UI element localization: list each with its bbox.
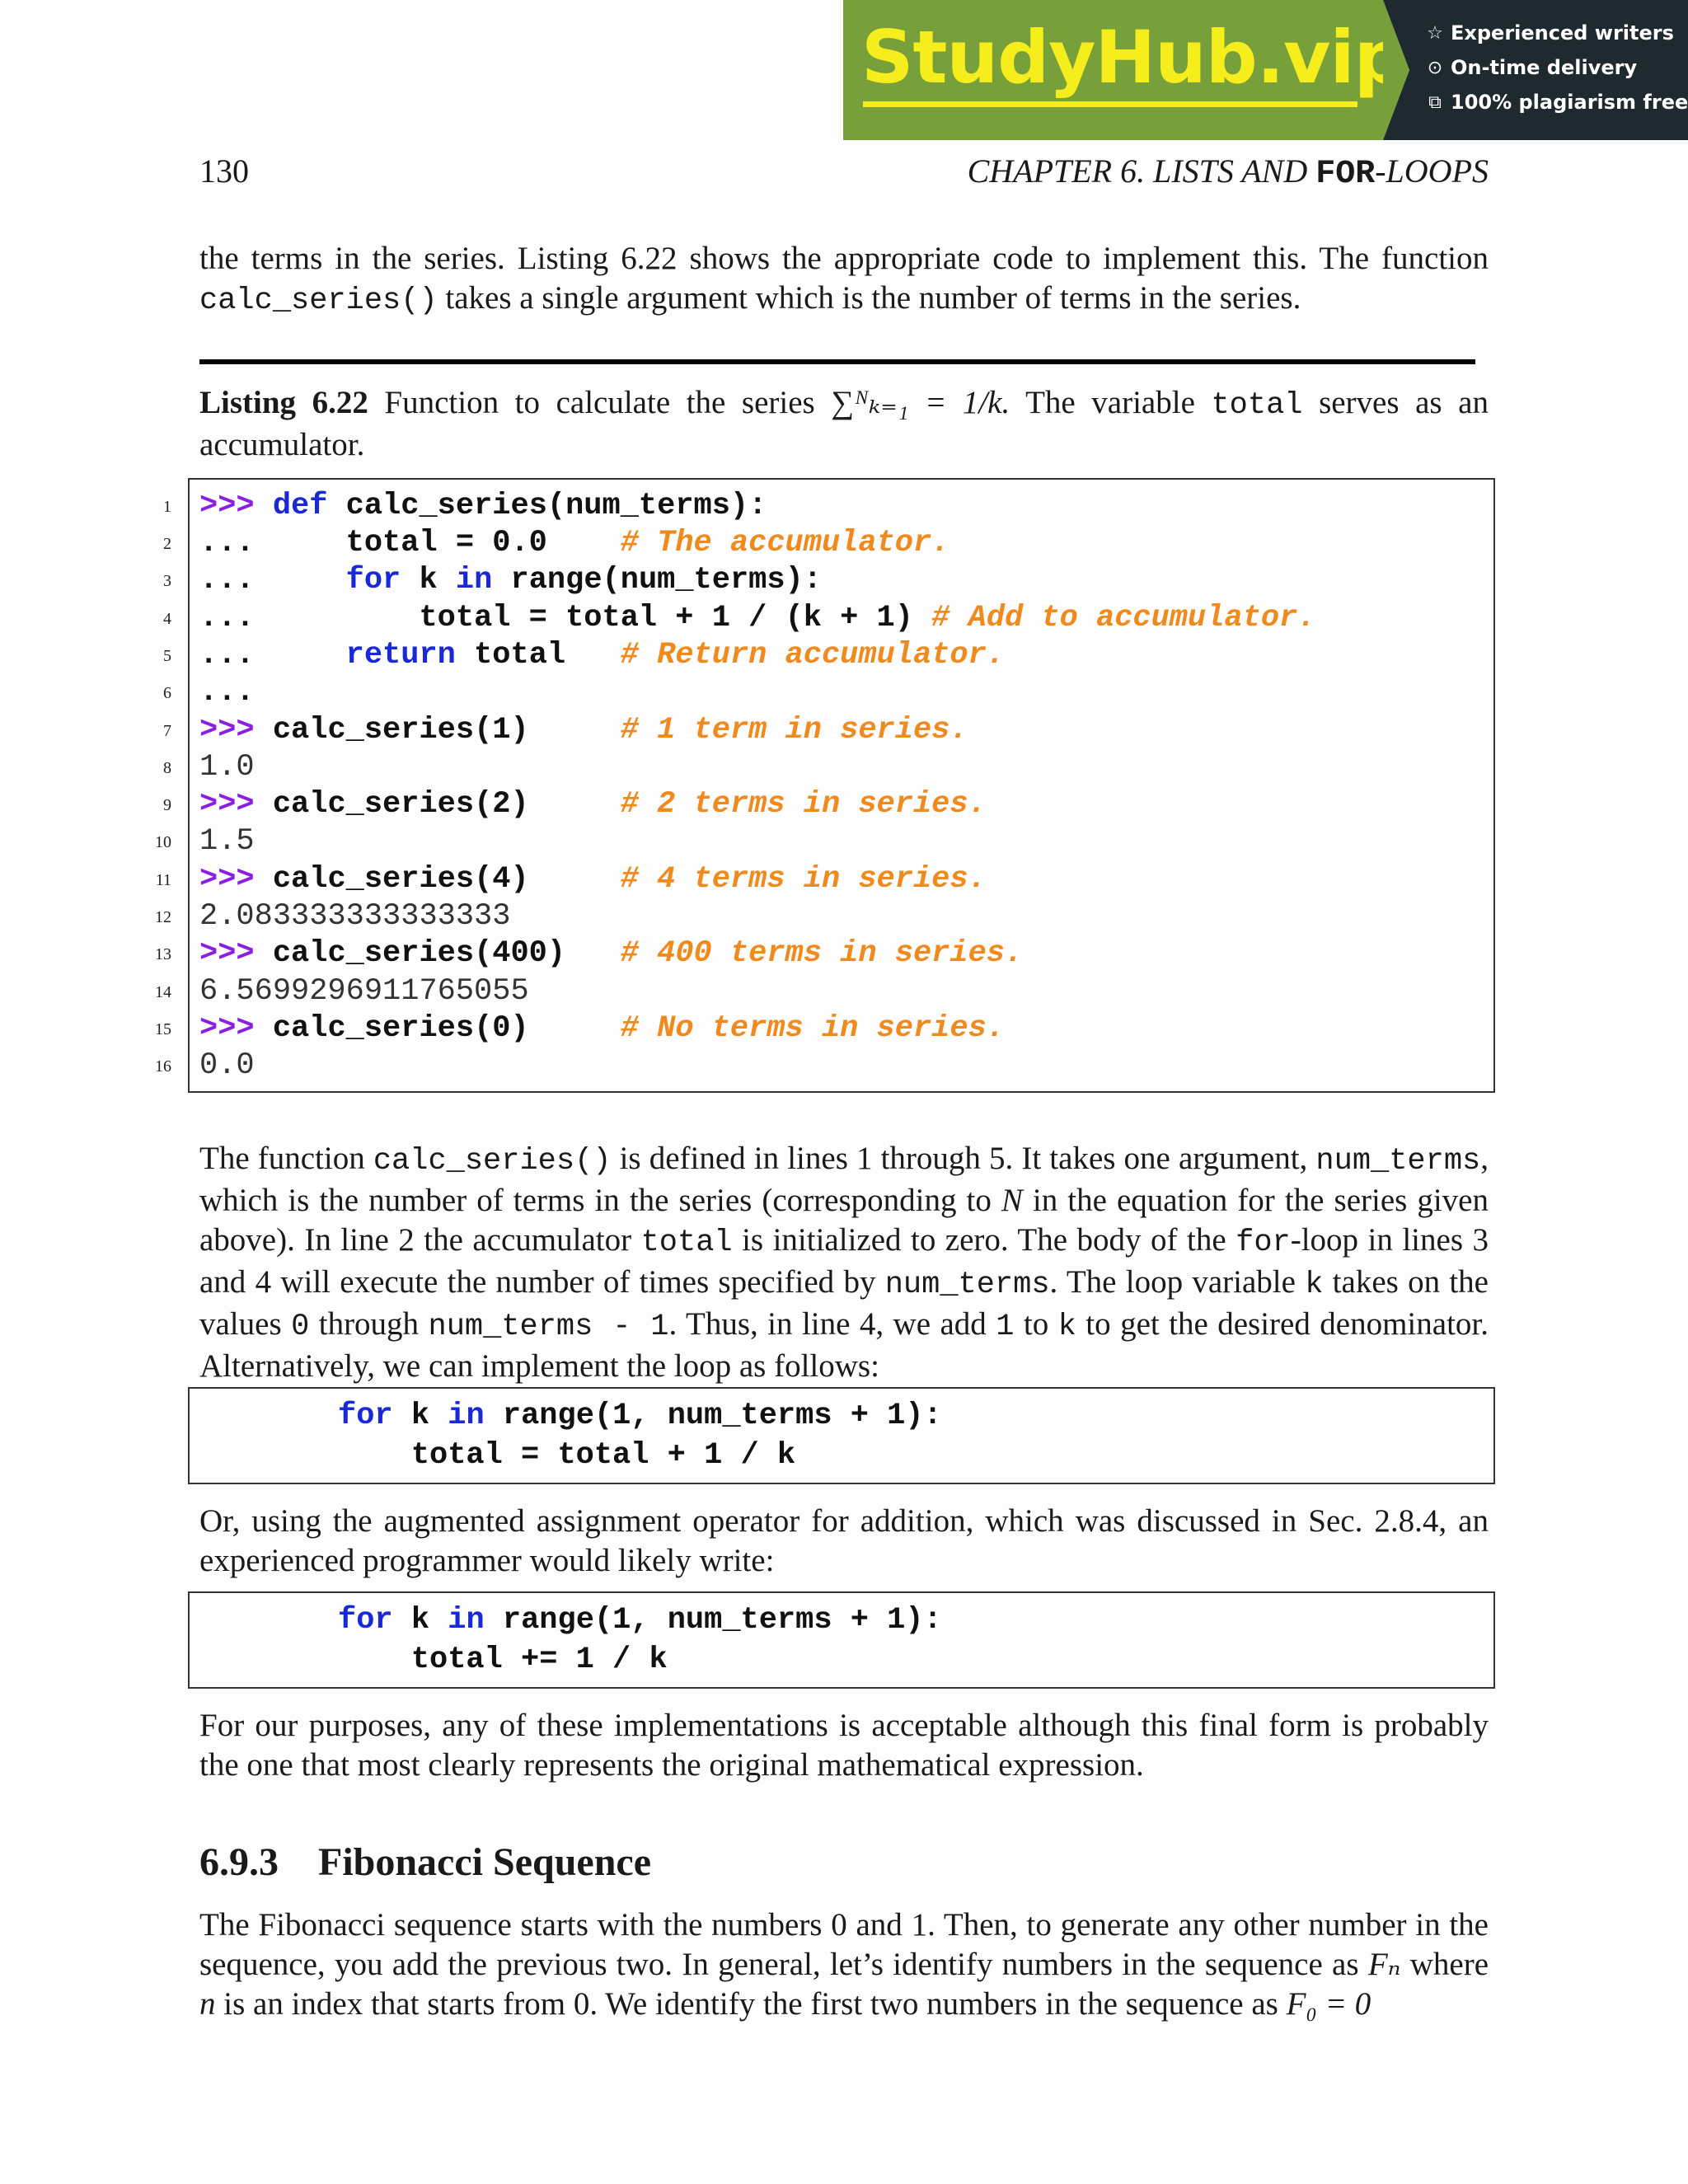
code-line xyxy=(199,528,950,559)
math-symbol: F₀ = 0 xyxy=(1286,1986,1372,2022)
listing-top-rule xyxy=(199,359,1475,364)
prompt: >>> xyxy=(199,936,273,971)
code: total = 0.0 xyxy=(345,526,621,560)
text: takes a single argument which is the number of terms in the series. xyxy=(437,280,1301,316)
text: . We identify the first two numbers in the sequence as xyxy=(589,1986,1287,2022)
keyword: def xyxy=(272,489,328,523)
ad-banner[interactable] xyxy=(843,0,1688,140)
brand-logo: StudyHub.vip xyxy=(861,15,1405,100)
chapter-heading xyxy=(967,152,1489,193)
comment: # Add to accumulator. xyxy=(931,601,1316,635)
feature-on-time-delivery xyxy=(1426,56,1637,79)
code-line xyxy=(199,715,968,746)
prompt: ... xyxy=(199,675,255,710)
text: Function to calculate the series xyxy=(368,385,832,420)
code-line xyxy=(199,640,1005,671)
inline-code: num_terms - 1 xyxy=(428,1310,669,1344)
conclusion-paragraph: For our purposes, any of these implementations is acceptable although this final form is probably the one that most clearly represents the original mathematical expression. xyxy=(199,1708,1489,1783)
code: k xyxy=(401,563,456,598)
explanation-paragraph xyxy=(199,1139,1489,1386)
inline-code: k xyxy=(1305,1268,1324,1302)
comment: # No terms in series. xyxy=(620,1011,1005,1046)
line-number: 15 xyxy=(155,1020,171,1038)
output-line: 1.0 xyxy=(199,750,255,785)
text: is an index that starts from xyxy=(215,1986,574,2022)
feature-label: 100% plagiarism free xyxy=(1451,91,1688,114)
text: in the equation for the series given above). In line 2 the accumulator xyxy=(199,1183,1489,1258)
text: -loop in lines 3 and 4 will execute the number of times specified by xyxy=(199,1222,1489,1300)
code-line xyxy=(199,862,987,897)
code-line xyxy=(199,491,767,522)
code: k xyxy=(392,1603,448,1638)
text: the terms in the series. Listing 6.22 shows the appropriate code to implement this. The function xyxy=(199,241,1489,276)
prompt: >>> xyxy=(199,1011,273,1046)
inline-code: calc_series() xyxy=(373,1144,612,1179)
math-symbol: n xyxy=(199,1986,216,2022)
line-number: 8 xyxy=(163,759,171,777)
keyword: in xyxy=(455,563,493,598)
comment: # 4 terms in series. xyxy=(620,862,987,897)
text: to get the desired denominator. Alternatively, we can implement the loop as follows: xyxy=(199,1306,1489,1384)
line-number: 10 xyxy=(155,833,171,851)
line-number: 3 xyxy=(163,572,171,590)
code: calc_series(num_terms): xyxy=(327,489,767,523)
code: calc_series(400) xyxy=(272,936,621,971)
math-symbol: 0 xyxy=(573,1986,590,2022)
intro-paragraph xyxy=(199,239,1489,321)
line-number: 12 xyxy=(155,908,171,926)
code-line xyxy=(199,603,1315,634)
chapter-suffix: -LOOPS xyxy=(1375,152,1489,190)
series-formula: ∑ᴺₖ₌₁ = 1/k. xyxy=(831,385,1010,420)
code-line xyxy=(199,1011,1005,1046)
listing-label: Listing 6.22 xyxy=(199,385,368,420)
section-title: Fibonacci Sequence xyxy=(318,1840,651,1884)
line-number: 7 xyxy=(163,722,171,740)
text: The function xyxy=(199,1141,373,1176)
line-number: 11 xyxy=(155,871,171,889)
text: . Thus, in line 4, we add xyxy=(668,1306,996,1342)
text: The variable xyxy=(1010,385,1212,420)
prompt: ... xyxy=(199,526,346,560)
inline-code: for xyxy=(1236,1226,1291,1260)
code-line xyxy=(199,677,255,708)
math-symbol: N xyxy=(1001,1183,1023,1218)
line-number: 2 xyxy=(163,535,171,553)
code: k xyxy=(392,1399,448,1433)
inline-code: calc_series() xyxy=(199,284,438,318)
comment: # Return accumulator. xyxy=(620,638,1005,673)
code: total xyxy=(455,638,621,673)
keyword: for xyxy=(338,1603,393,1638)
page-number: 130 xyxy=(199,152,249,190)
text: , which is the number of terms in the series (corresponding to xyxy=(199,1141,1489,1218)
line-number: 13 xyxy=(155,945,171,963)
code-line: total += 1 / k xyxy=(338,1643,668,1677)
prompt: ... xyxy=(199,563,346,598)
code-line xyxy=(338,1605,942,1636)
output-line: 6.5699296911765055 xyxy=(199,974,529,1009)
code: calc_series(2) xyxy=(272,787,621,822)
keyword: in xyxy=(448,1399,485,1433)
inline-code: num_terms xyxy=(884,1268,1050,1302)
inline-code: total xyxy=(1211,388,1303,423)
text: is defined in lines 1 through 5. It takes one argument, xyxy=(611,1141,1316,1176)
comment: # 1 term in series. xyxy=(620,713,968,748)
keyword: for xyxy=(338,1399,393,1433)
code: calc_series(4) xyxy=(272,862,621,897)
math-symbol: Fₙ xyxy=(1367,1947,1401,1982)
inline-code: 1 xyxy=(996,1310,1015,1344)
code: range(1, num_terms + 1): xyxy=(484,1603,942,1638)
feature-experienced-writers xyxy=(1426,21,1674,45)
output-line: 2.083333333333333 xyxy=(199,899,511,934)
chapter-prefix: CHAPTER 6. LISTS AND xyxy=(967,152,1316,190)
comment: # 2 terms in series. xyxy=(620,787,987,822)
inline-code: k xyxy=(1057,1310,1076,1344)
code-line xyxy=(338,1401,942,1432)
code-line: total = total + 1 / k xyxy=(338,1438,796,1473)
augmented-paragraph: Or, using the augmented assignment operator for addition, which was discussed in Sec. 2.8.4, an experienced programmer would likely write: xyxy=(199,1503,1489,1578)
line-number: 14 xyxy=(155,983,171,1001)
inline-code: 0 xyxy=(291,1310,310,1344)
code-line xyxy=(199,565,822,596)
code: range(1, num_terms + 1): xyxy=(484,1399,942,1433)
prompt: >>> xyxy=(199,862,273,897)
text: The Fibonacci sequence starts with the numbers 0 and 1. Then, to generate any other number in the sequence, you add the previous two. In general, let’s identify numbers in the sequence as xyxy=(199,1907,1489,1982)
code: calc_series(0) xyxy=(272,1011,621,1046)
prompt: ... xyxy=(199,638,346,673)
comment: # 400 terms in series. xyxy=(620,936,1024,971)
feature-label: Experienced writers xyxy=(1451,21,1674,45)
line-number: 16 xyxy=(155,1057,171,1076)
prompt: >>> xyxy=(199,713,273,748)
text: to xyxy=(1014,1306,1058,1342)
listing-caption xyxy=(199,383,1489,465)
inline-code: num_terms xyxy=(1315,1144,1481,1179)
section-heading xyxy=(199,1840,651,1885)
code-line xyxy=(199,787,987,822)
code-line xyxy=(199,936,1024,971)
text: takes on the values xyxy=(199,1264,1489,1342)
chapter-code: FOR xyxy=(1315,156,1376,193)
line-number: 4 xyxy=(163,610,171,628)
keyword: for xyxy=(345,563,401,598)
line-number: 1 xyxy=(163,498,171,516)
text: through xyxy=(309,1306,429,1342)
code: total = total + 1 / (k + 1) xyxy=(419,601,932,635)
text: where xyxy=(1400,1947,1489,1982)
line-number: 6 xyxy=(163,684,171,702)
copy-icon: ⧉ xyxy=(1428,91,1442,113)
brand-underline xyxy=(863,101,1357,107)
fibonacci-paragraph xyxy=(199,1905,1489,2024)
features-panel xyxy=(1409,0,1688,140)
inline-code: total xyxy=(640,1226,733,1260)
output-line: 0.0 xyxy=(199,1048,255,1083)
line-number: 5 xyxy=(163,647,171,665)
keyword: return xyxy=(345,638,456,673)
section-number: 6.9.3 xyxy=(199,1840,279,1884)
feature-label: On-time delivery xyxy=(1451,56,1638,79)
code: calc_series(1) xyxy=(272,713,621,748)
comment: # The accumulator. xyxy=(620,526,950,560)
prompt: ... xyxy=(199,601,420,635)
text: serves as an accumulator. xyxy=(199,385,1489,462)
prompt: >>> xyxy=(199,787,273,822)
output-line: 1.5 xyxy=(199,824,255,859)
clock-icon: ⊙ xyxy=(1427,57,1443,78)
text: is initialized to zero. The body of the xyxy=(732,1222,1236,1258)
prompt: >>> xyxy=(199,489,273,523)
keyword: in xyxy=(448,1603,485,1638)
star-icon: ☆ xyxy=(1427,22,1443,44)
feature-plagiarism-free xyxy=(1426,91,1688,114)
code: range(num_terms): xyxy=(492,563,822,598)
text: . The loop variable xyxy=(1049,1264,1306,1300)
brand-panel xyxy=(843,0,1405,140)
line-number: 9 xyxy=(163,796,171,814)
